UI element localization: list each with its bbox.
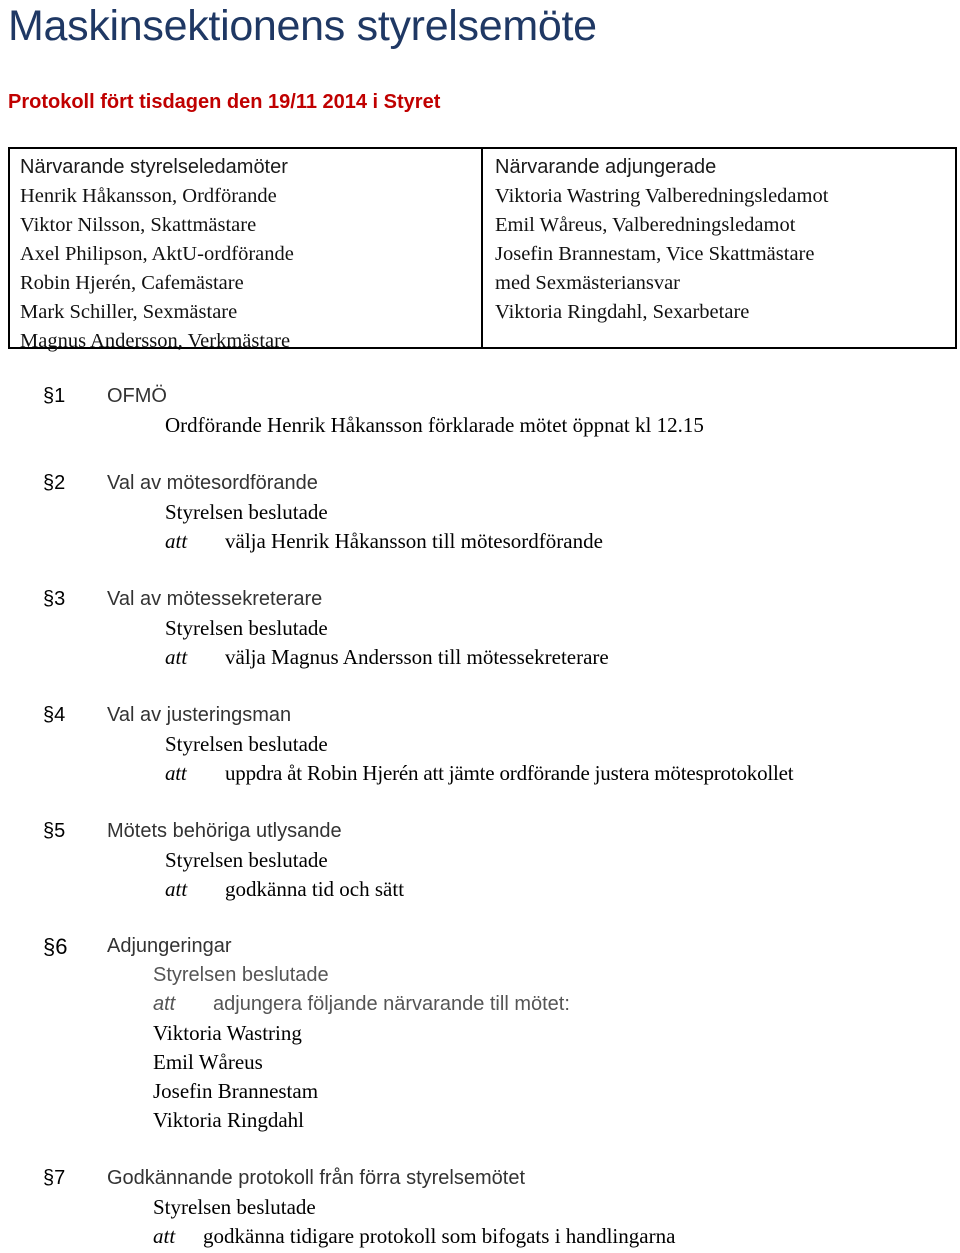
item-number: §7 <box>43 1167 66 1189</box>
att-word: att <box>165 529 188 553</box>
board-members-column <box>10 149 483 352</box>
att-word: att <box>165 761 187 785</box>
item-heading: Val av mötesordförande <box>107 472 318 494</box>
decision-line <box>153 990 570 1019</box>
adjunct-member: Viktoria Wastring Valberedningsledamot <box>495 185 829 207</box>
item-number: §3 <box>43 588 66 610</box>
board-member: Magnus Andersson, Verkmästare <box>20 330 291 352</box>
decision-label: Styrelsen beslutade <box>165 848 328 872</box>
item-heading: Val av mötessekreterare <box>107 588 323 610</box>
att-word: att <box>153 993 176 1015</box>
att-word: att <box>165 645 188 669</box>
adjunct-member: med Sexmästeriansvar <box>495 272 681 294</box>
decision-label: Styrelsen beslutade <box>165 616 328 640</box>
item-body <box>153 961 570 1135</box>
adjunct-name: Emil Wåreus <box>153 1050 263 1074</box>
board-member: Mark Schiller, Sexmästare <box>20 301 238 323</box>
decision-text: uppdra åt Robin Hjerén att jämte ordförande justera mötesprotokollet <box>225 761 794 785</box>
item-body <box>165 730 793 788</box>
item-number: §2 <box>43 472 66 494</box>
board-member: Viktor Nilsson, Skattmästare <box>20 214 257 236</box>
adjunct-member: Emil Wåreus, Valberedningsledamot <box>495 214 796 236</box>
decision-text: godkänna tidigare protokoll som bifogats i handlingarna <box>203 1224 676 1248</box>
item-body <box>153 1193 675 1251</box>
item-number: §5 <box>43 820 66 842</box>
item-text: Ordförande Henrik Håkansson förklarade mötet öppnat kl 12.15 <box>165 413 704 437</box>
item-body <box>165 846 404 904</box>
decision-line <box>165 875 404 904</box>
item-body <box>165 614 609 672</box>
attendance-table <box>8 147 957 352</box>
decision-text: godkänna tid och sätt <box>225 877 405 901</box>
document-title: Maskinsektionens styrelsemöte <box>8 2 597 50</box>
board-member: Robin Hjerén, Cafemästare <box>20 272 244 294</box>
item-number: §6 <box>43 934 68 959</box>
item-number: §1 <box>43 385 66 407</box>
item-heading: Godkännande protokoll från förra styrelsemötet <box>107 1167 525 1189</box>
decision-text: välja Magnus Andersson till mötessekreterare <box>225 645 609 669</box>
item-body <box>165 498 603 556</box>
adjunct-name: Viktoria Ringdahl <box>153 1108 304 1132</box>
decision-label: Styrelsen beslutade <box>153 964 329 986</box>
decision-text: välja Henrik Håkansson till mötesordförande <box>225 529 603 553</box>
item-heading: Mötets behöriga utlysande <box>107 820 342 842</box>
att-word: att <box>165 877 188 901</box>
item-number: §4 <box>43 704 66 726</box>
item-heading: Val av justeringsman <box>107 704 292 726</box>
adjunct-name: Viktoria Wastring <box>153 1021 302 1045</box>
decision-label: Styrelsen beslutade <box>153 1195 316 1219</box>
board-member: Henrik Håkansson, Ordförande <box>20 185 277 207</box>
decision-line <box>165 759 793 788</box>
adjunct-members-column <box>483 149 955 347</box>
decision-line <box>153 1222 675 1251</box>
decision-line <box>165 643 609 672</box>
item-body <box>165 411 704 440</box>
decision-label: Styrelsen beslutade <box>165 732 328 756</box>
adjunct-member: Josefin Brannestam, Vice Skattmästare <box>495 243 815 265</box>
decision-text: adjungera följande närvarande till mötet: <box>213 993 570 1015</box>
board-members-heading: Närvarande styrelseledamöter <box>20 156 288 178</box>
document-subtitle: Protokoll fört tisdagen den 19/11 2014 i Styret <box>8 91 441 113</box>
item-heading: Adjungeringar <box>107 935 232 957</box>
att-word: att <box>153 1224 176 1248</box>
decision-label: Styrelsen beslutade <box>165 500 328 524</box>
item-heading: OFMÖ <box>107 385 167 407</box>
adjunct-members-heading: Närvarande adjungerade <box>495 156 717 178</box>
adjunct-member: Viktoria Ringdahl, Sexarbetare <box>495 301 750 323</box>
decision-line <box>165 527 603 556</box>
adjunct-name: Josefin Brannestam <box>153 1079 319 1103</box>
board-member: Axel Philipson, AktU-ordförande <box>20 243 294 265</box>
